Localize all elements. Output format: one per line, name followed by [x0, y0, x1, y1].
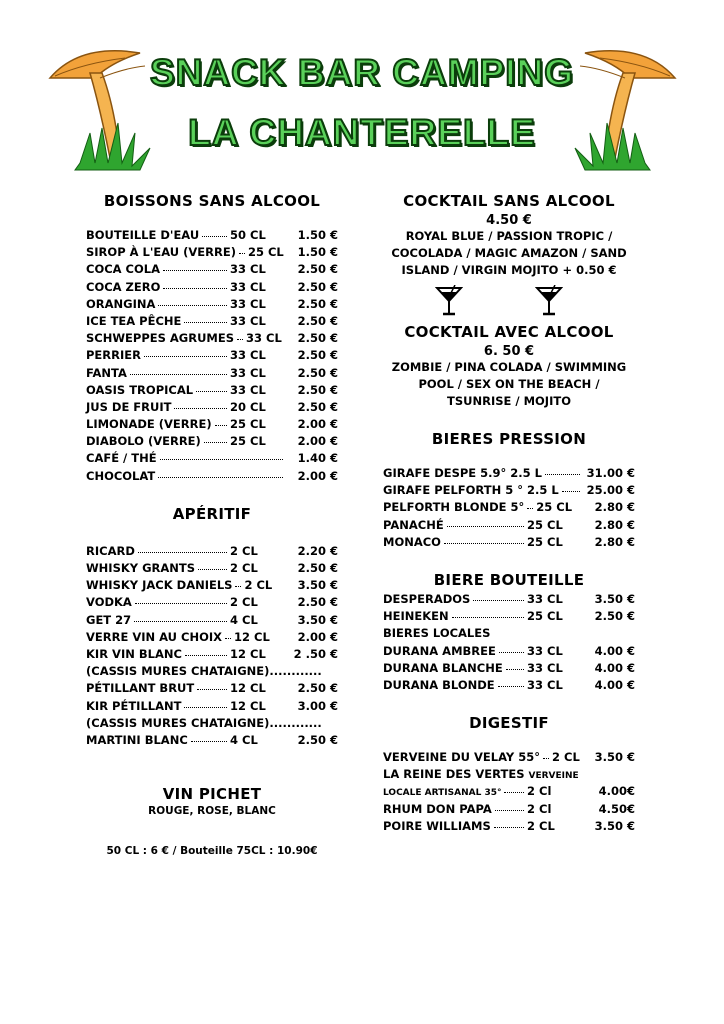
menu-item-price: 2 .50 €	[293, 646, 338, 661]
cocktail-glass-icon	[535, 285, 563, 317]
section-title-cocktail-avec: COCKTAIL AVEC ALCOOL	[404, 323, 614, 341]
menu-item-row	[86, 612, 338, 629]
menu-item-name: RHUM DON PAPA	[383, 801, 492, 816]
menu-item-row	[86, 468, 338, 485]
menu-item-row	[383, 608, 635, 625]
menu-item-name: WHISKY JACK DANIELS	[86, 578, 233, 593]
menu-item-note: VERVEINE	[528, 771, 579, 782]
menu-item-name: SIROP À L'EAU (VERRE)	[86, 245, 236, 260]
dotted-leader	[447, 517, 524, 527]
menu-item-name: SCHWEPPES AGRUMES	[86, 331, 235, 346]
dotted-leader	[198, 560, 227, 570]
menu-item-price: 4.50€	[598, 801, 635, 816]
dotted-leader	[184, 313, 227, 323]
page-title-line2: LA CHANTERELLE	[188, 112, 536, 153]
left-column	[86, 192, 338, 857]
section-title-aperitif: APÉRITIF	[172, 504, 252, 523]
section-title-vin: VIN PICHET	[162, 785, 262, 804]
menu-item-quantity: 33 CL	[230, 262, 266, 277]
dotted-leader	[506, 660, 524, 670]
menu-item-name: RICARD	[86, 543, 135, 558]
menu-item-name: VERRE VIN AU CHOIX	[86, 629, 223, 644]
menu-item-quantity: 12 CL	[230, 698, 266, 713]
dotted-leader	[444, 534, 524, 544]
dotted-leader	[237, 330, 243, 340]
section-title-bouteille: BIERE BOUTEILLE	[433, 570, 585, 589]
menu-item-name: ORANGINA	[86, 296, 156, 311]
cocktail-glass-icon	[435, 285, 463, 317]
menu-item-quantity: 25 CL	[527, 609, 563, 624]
dotted-leader	[158, 296, 227, 306]
menu-item-name: WHISKY GRANTS	[86, 561, 196, 575]
menu-item-name: MONACO	[383, 534, 441, 549]
cocktail-avec-price: 6. 50 €	[483, 344, 535, 359]
menu-item-row	[86, 227, 338, 244]
menu-item-row	[383, 643, 635, 660]
menu-item-name: PELFORTH BLONDE 5°	[383, 500, 525, 515]
menu-item-quantity: 33 CL	[246, 331, 282, 346]
menu-item-name: VERVEINE DU VELAY 55°	[383, 750, 540, 765]
dotted-leader	[452, 608, 524, 618]
menu-item-quantity: 2 CL	[527, 818, 555, 833]
menu-item-price: 3.00 €	[297, 698, 338, 713]
dotted-leader	[504, 783, 524, 793]
dotted-leader	[163, 279, 227, 289]
menu-item-quantity: 33 CL	[230, 313, 266, 328]
menu-item-quantity: 25 CL	[230, 417, 266, 432]
menu-item-price: 3.50 €	[297, 578, 338, 593]
menu-item-quantity: 33 CL	[527, 677, 563, 692]
menu-item-quantity: 33 CL	[230, 279, 266, 294]
menu-item-price: 2.00 €	[297, 434, 338, 449]
menu-item-quantity: 2 Cl	[527, 784, 552, 799]
vin-prices: 50 CL : 6 € / Bouteille 75CL : 10.90€	[106, 845, 318, 858]
menu-item-quantity: 25 CL	[527, 534, 563, 549]
dotted-leader	[135, 594, 227, 604]
list-boissons	[86, 227, 338, 485]
menu-item-name: LOCALE ARTISANAL 35°	[383, 788, 502, 799]
menu-item-quantity: 33 CL	[230, 348, 266, 363]
menu-item-name: GET 27	[86, 612, 132, 627]
menu-item-row	[86, 416, 338, 433]
dotted-leader	[197, 680, 227, 690]
dotted-leader	[144, 347, 227, 357]
menu-item-row	[86, 698, 338, 715]
menu-item-row	[86, 732, 338, 749]
dotted-leader	[191, 732, 227, 742]
menu-item-price: 2.50 €	[297, 296, 338, 311]
menu-item-name: (CASSIS MURES CHATAIGNE)............	[86, 715, 322, 730]
list-bouteille	[383, 591, 635, 694]
menu-item-quantity: 2 CL	[552, 750, 580, 765]
menu-item-name: GIRAFE DESPE 5.9° 2.5 L	[383, 466, 542, 480]
menu-item-row	[383, 465, 635, 482]
menu-item-name: BOUTEILLE D'EAU	[86, 228, 200, 242]
section-title-digestif: DIGESTIF	[469, 714, 549, 733]
menu-item-name: DURANA BLANCHE	[383, 660, 503, 675]
menu-item-price: 31.00 €	[586, 466, 635, 480]
menu-item-quantity: 12 CL	[230, 646, 266, 661]
menu-item-name: JUS DE FRUIT	[86, 399, 172, 414]
menu-item-row	[86, 450, 338, 467]
menu-item-name: ICE TEA PÊCHE	[86, 313, 182, 328]
list-aperitif	[86, 543, 338, 749]
dotted-leader	[498, 677, 524, 687]
menu-item-price: 3.50 €	[594, 591, 635, 606]
menu-item-price: 2.00 €	[297, 417, 338, 432]
menu-item-quantity: 33 CL	[230, 296, 266, 311]
menu-item-quantity: 2 CL	[230, 543, 258, 558]
menu-item-name: PANACHÉ	[383, 517, 444, 532]
dotted-leader	[235, 577, 241, 587]
menu-item-quantity: 2 CL	[230, 561, 258, 575]
page-title-line1: SNACK BAR CAMPING	[150, 52, 574, 93]
menu-item-price: 1.40 €	[297, 451, 338, 466]
menu-item-price: 2.50 €	[297, 313, 338, 328]
dotted-leader	[160, 450, 283, 460]
dotted-leader	[185, 646, 227, 656]
list-digestif	[383, 749, 635, 835]
menu-item-quantity: 2 CL	[244, 578, 273, 593]
menu-item-quantity: 25 CL	[536, 500, 573, 515]
dotted-leader	[545, 465, 580, 475]
menu-item-name: BIERES LOCALES	[383, 626, 491, 641]
menu-item-quantity: 20 CL	[230, 399, 266, 414]
menu-item-quantity: 50 CL	[230, 228, 266, 242]
section-title-cocktail-sans: COCKTAIL SANS ALCOOL	[403, 192, 615, 210]
menu-item-row	[383, 625, 635, 642]
menu-item-quantity: 33 CL	[230, 365, 266, 380]
dotted-leader	[174, 399, 227, 409]
menu-item-row	[86, 577, 338, 594]
menu-item-price: 4.00€	[598, 784, 635, 799]
right-column	[383, 192, 635, 835]
menu-item-quantity: 12 CL	[234, 629, 270, 644]
menu-item-row	[86, 663, 338, 680]
menu-item-name: LIMONADE (VERRE)	[86, 417, 212, 432]
menu-item-quantity: 33 CL	[527, 660, 563, 675]
cocktail-glasses	[383, 279, 635, 323]
menu-item-row	[383, 801, 635, 818]
menu-item-quantity: 25 CL	[247, 245, 284, 260]
dotted-leader	[494, 818, 524, 828]
cocktail-sans-desc-1: ROYAL BLUE / PASSION TROPIC /	[405, 229, 613, 243]
menu-item-price: 2.50 €	[297, 331, 338, 346]
menu-item-quantity: 25 CL	[230, 434, 266, 449]
menu-item-row	[86, 365, 338, 382]
dotted-leader	[202, 227, 227, 237]
menu-item-name: PÉTILLANT BRUT	[86, 681, 195, 696]
menu-item-price: 2.80 €	[594, 534, 635, 549]
menu-item-name: POIRE WILLIAMS	[383, 818, 491, 833]
dotted-leader	[543, 749, 549, 759]
menu-item-name: MARTINI BLANC	[86, 732, 188, 747]
dotted-leader	[562, 482, 580, 492]
cocktail-avec-desc-3: TSUNRISE / MOJITO	[447, 394, 571, 408]
menu-item-quantity: 25 CL	[527, 517, 563, 532]
dotted-leader	[196, 382, 227, 392]
section-title-pression: BIERES PRESSION	[431, 430, 587, 448]
menu-item-row	[86, 330, 338, 347]
menu-item-row	[86, 347, 338, 364]
cocktail-avec-desc-2: POOL / SEX ON THE BEACH /	[418, 377, 600, 391]
menu-item-price: 2.80 €	[594, 500, 635, 515]
dotted-leader	[134, 612, 227, 622]
menu-item-row	[383, 499, 635, 516]
dotted-leader	[499, 643, 524, 653]
menu-item-name: FANTA	[86, 365, 127, 380]
menu-item-name: DURANA AMBREE	[383, 643, 496, 658]
menu-item-price: 2.50 €	[297, 595, 338, 610]
menu-item-row	[86, 313, 338, 330]
menu-item-price: 4.00 €	[594, 660, 635, 675]
menu-item-price: 3.50 €	[297, 612, 338, 627]
menu-item-name: COCA COLA	[86, 262, 161, 277]
menu-item-quantity: 2 Cl	[527, 801, 552, 816]
menu-item-name: GIRAFE PELFORTH 5 ° 2.5 L	[383, 483, 559, 498]
menu-item-row	[383, 482, 635, 499]
menu-item-price: 4.00 €	[594, 677, 635, 692]
menu-item-name: DIABOLO (VERRE)	[86, 434, 201, 449]
dotted-leader	[130, 365, 227, 375]
menu-item-price: 2.50 €	[297, 382, 338, 397]
menu-item-row	[383, 677, 635, 694]
menu-item-name: KIR PÉTILLANT	[86, 698, 182, 713]
menu-item-row	[383, 783, 635, 800]
menu-item-name: DESPERADOS	[383, 591, 471, 606]
menu-item-price: 2.50 €	[297, 279, 338, 294]
dotted-leader	[184, 698, 227, 708]
menu-item-row	[86, 296, 338, 313]
menu-item-quantity: 33 CL	[230, 382, 266, 397]
menu-item-price: 4.00 €	[594, 643, 635, 658]
menu-item-name: HEINEKEN	[383, 609, 449, 624]
cocktail-sans-desc-2: COCOLADA / MAGIC AMAZON / SAND	[391, 246, 627, 260]
section-title-boissons: BOISSONS SANS ALCOOL	[103, 192, 321, 210]
menu-item-price: 2.50 €	[297, 681, 338, 696]
cocktail-avec-desc-1: ZOMBIE / PINA COLADA / SWIMMING	[391, 360, 627, 374]
menu-item-price: 2.50 €	[297, 561, 338, 575]
menu-item-price: 3.50 €	[594, 818, 635, 833]
menu-item-name: CAFÉ / THÉ	[86, 451, 157, 466]
dotted-leader	[239, 244, 245, 254]
dotted-leader	[163, 261, 227, 271]
menu-item-row	[86, 560, 338, 577]
dotted-leader	[204, 433, 227, 443]
menu-item-name: VODKA	[86, 595, 132, 610]
menu-item-name: LA REINE DES VERTES	[383, 767, 525, 782]
vin-subtitle: ROUGE, ROSE, BLANC	[148, 805, 276, 818]
dotted-leader	[473, 591, 524, 601]
menu-item-quantity: 4 CL	[230, 612, 258, 627]
menu-item-row	[383, 517, 635, 534]
menu-item-price: 2.20 €	[297, 543, 338, 558]
menu-item-name: DURANA BLONDE	[383, 677, 495, 692]
menu-item-quantity: 33 CL	[527, 591, 563, 606]
menu-item-price: 1.50 €	[297, 228, 338, 242]
menu-item-row	[86, 680, 338, 697]
menu-item-name: COCA ZERO	[86, 279, 161, 294]
menu-item-name: KIR VIN BLANC	[86, 646, 182, 661]
menu-item-price: 2.50 €	[297, 365, 338, 380]
menu-item-row	[86, 261, 338, 278]
menu-item-row	[383, 766, 635, 783]
menu-item-price: 1.50 €	[297, 245, 338, 260]
menu-item-price: 2.50 €	[297, 399, 338, 414]
menu-item-row	[86, 594, 338, 611]
menu-item-row	[383, 818, 635, 835]
menu-item-row	[383, 534, 635, 551]
cocktail-sans-price: 4.50 €	[486, 213, 532, 228]
menu-item-price: 2.80 €	[594, 517, 635, 532]
list-pression	[383, 465, 635, 551]
menu-item-price: 2.00 €	[297, 629, 338, 644]
menu-item-row	[86, 543, 338, 560]
menu-item-price: 25.00 €	[586, 483, 635, 498]
menu-item-row	[86, 433, 338, 450]
menu-item-price: 3.50 €	[594, 750, 635, 765]
menu-item-price: 2.50 €	[594, 609, 635, 624]
menu-item-name: (CASSIS MURES CHATAIGNE)............	[86, 664, 322, 679]
menu-item-quantity: 4 CL	[230, 732, 258, 747]
dotted-leader	[138, 543, 227, 553]
dotted-leader	[215, 416, 227, 426]
menu-item-name: OASIS TROPICAL	[86, 382, 194, 397]
menu-item-row	[383, 591, 635, 608]
menu-item-row	[86, 646, 338, 663]
dotted-leader	[527, 499, 533, 509]
menu-item-price: 2.50 €	[297, 348, 338, 363]
menu-item-row	[383, 749, 635, 766]
menu-item-row	[86, 244, 338, 261]
menu-item-quantity: 12 CL	[230, 681, 266, 696]
menu-item-price: 2.00 €	[297, 468, 338, 483]
dotted-leader	[495, 801, 524, 811]
menu-item-row	[86, 382, 338, 399]
menu-item-price: 2.50 €	[297, 262, 338, 277]
cocktail-sans-desc-3: ISLAND / VIRGIN MOJITO + 0.50 €	[401, 263, 617, 277]
menu-item-row	[86, 715, 338, 732]
menu-item-row	[383, 660, 635, 677]
menu-item-price: 2.50 €	[297, 732, 338, 747]
menu-item-quantity: 2 CL	[230, 595, 258, 610]
menu-item-quantity: 33 CL	[527, 643, 563, 658]
dotted-leader	[225, 629, 231, 639]
menu-item-row	[86, 629, 338, 646]
menu-item-name: CHOCOLAT	[86, 468, 156, 483]
menu-item-name: PERRIER	[86, 348, 141, 363]
dotted-leader	[158, 468, 283, 478]
menu-item-row	[86, 399, 338, 416]
menu-item-row	[86, 279, 338, 296]
